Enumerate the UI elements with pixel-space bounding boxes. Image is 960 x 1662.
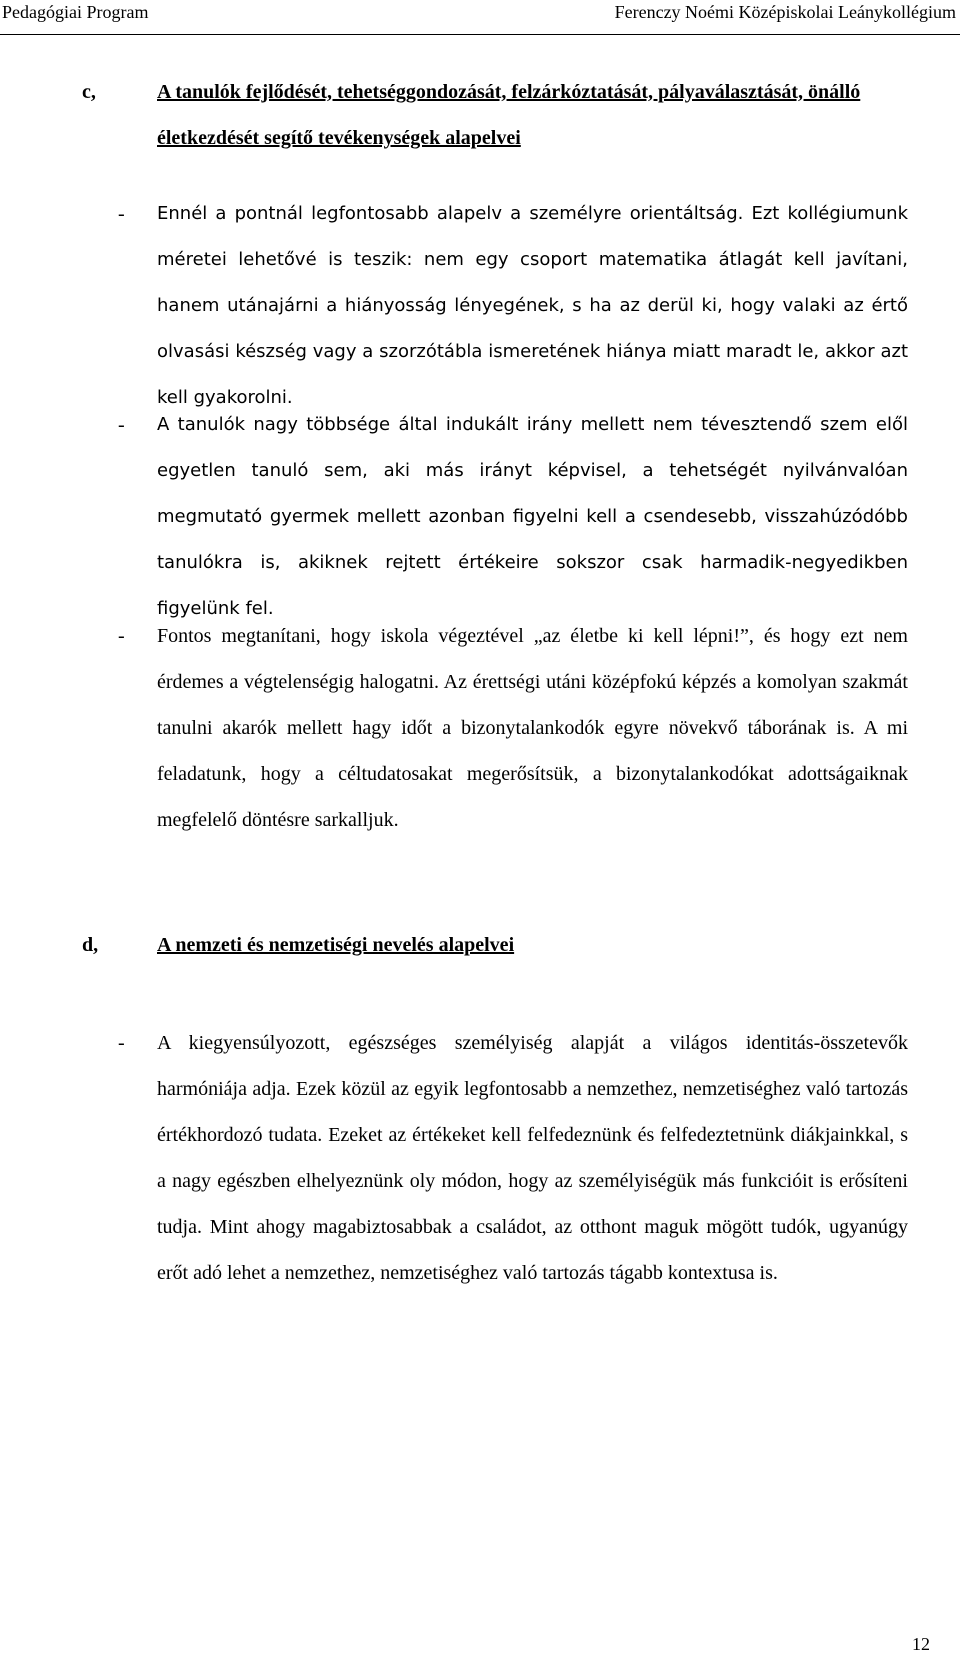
bullet-dash: - [118,1032,125,1054]
bullet-dash: - [118,625,125,647]
header-program-title: Pedagógiai Program [2,2,149,22]
bullet-dash: - [118,203,125,225]
bullet-paragraph: Fontos megtanítani, hogy iskola végeztével „az életbe ki kell lépni!”, és hogy ezt nem érdemes a végtelenségig halogatni. Az érettségi utáni középfokú képzés a komolyan szakmát tanulni akarók mellett hagy időt a bizonytalankodók egyre növekvő táborának is. A mi feladatunk, hogy a céltudatosakat megerősítsük, a bizonytalankodókat adottságaiknak megfelelő döntésre sarkalljuk. [157,625,908,831]
section-marker: c, [82,81,96,103]
section-title: A nemzeti és nemzetiségi nevelés alapelvei [157,934,515,956]
section-marker: d, [82,934,99,956]
bullet-paragraph: Ennél a pontnál legfontosabb alapelv a személyre orientáltság. Ezt kollégiumunk méretei lehetővé is teszik: nem egy csoport matematika átlagát kell javítani, hanem utánajárni a hiányosság lényegének, s ha az derül ki, hogy valaki az értő olvasási készség vagy a szorzótábla ismeretének hiánya miatt maradt le, akkor azt kell gyakorolni. [157,203,908,408]
header-divider [0,34,960,35]
section-title: A tanulók fejlődését, tehetséggondozását, felzárkóztatását, pályaválasztását, önálló életkezdését segítő tevékenységek alapelvei [157,81,861,149]
bullet-paragraph: A kiegyensúlyozott, egészséges személyiség alapját a világos identitás-összetevők harmóniája adja. Ezek közül az egyik legfontosabb a nemzethez, nemzetiséghez való tartozás értékhordozó tudata. Ezeket az értékeket kell felfedeznünk és felfedeztetnünk diákjainkkal, s a nagy egészben elhelyeznünk oly módon, hogy az személyiségük más funkcióit is erősíteni tudja. Mint ahogy magabiztosabbak a családot, az otthont maguk mögött tudók, ugyanúgy erőt adó lehet a nemzethez, nemzetiséghez való tartozás tágabb kontextusa is. [157,1032,908,1284]
page-header [0,0,960,38]
page-number: 12 [912,1634,930,1654]
header-institution-name: Ferenczy Noémi Középiskolai Leánykollégium [614,2,956,22]
bullet-paragraph: A tanulók nagy többsége által indukált irány mellett nem tévesztendő szem elől egyetlen tanuló sem, aki más irányt képvisel, a tehetségét nyilvánvalóan megmutató gyermek mellett azonban figyelni kell a csendesebb, visszahúzódóbb tanulókra is, akiknek rejtett értékeire sokszor csak harmadik-negyedikben figyelünk fel. [157,414,908,619]
bullet-dash: - [118,414,125,436]
